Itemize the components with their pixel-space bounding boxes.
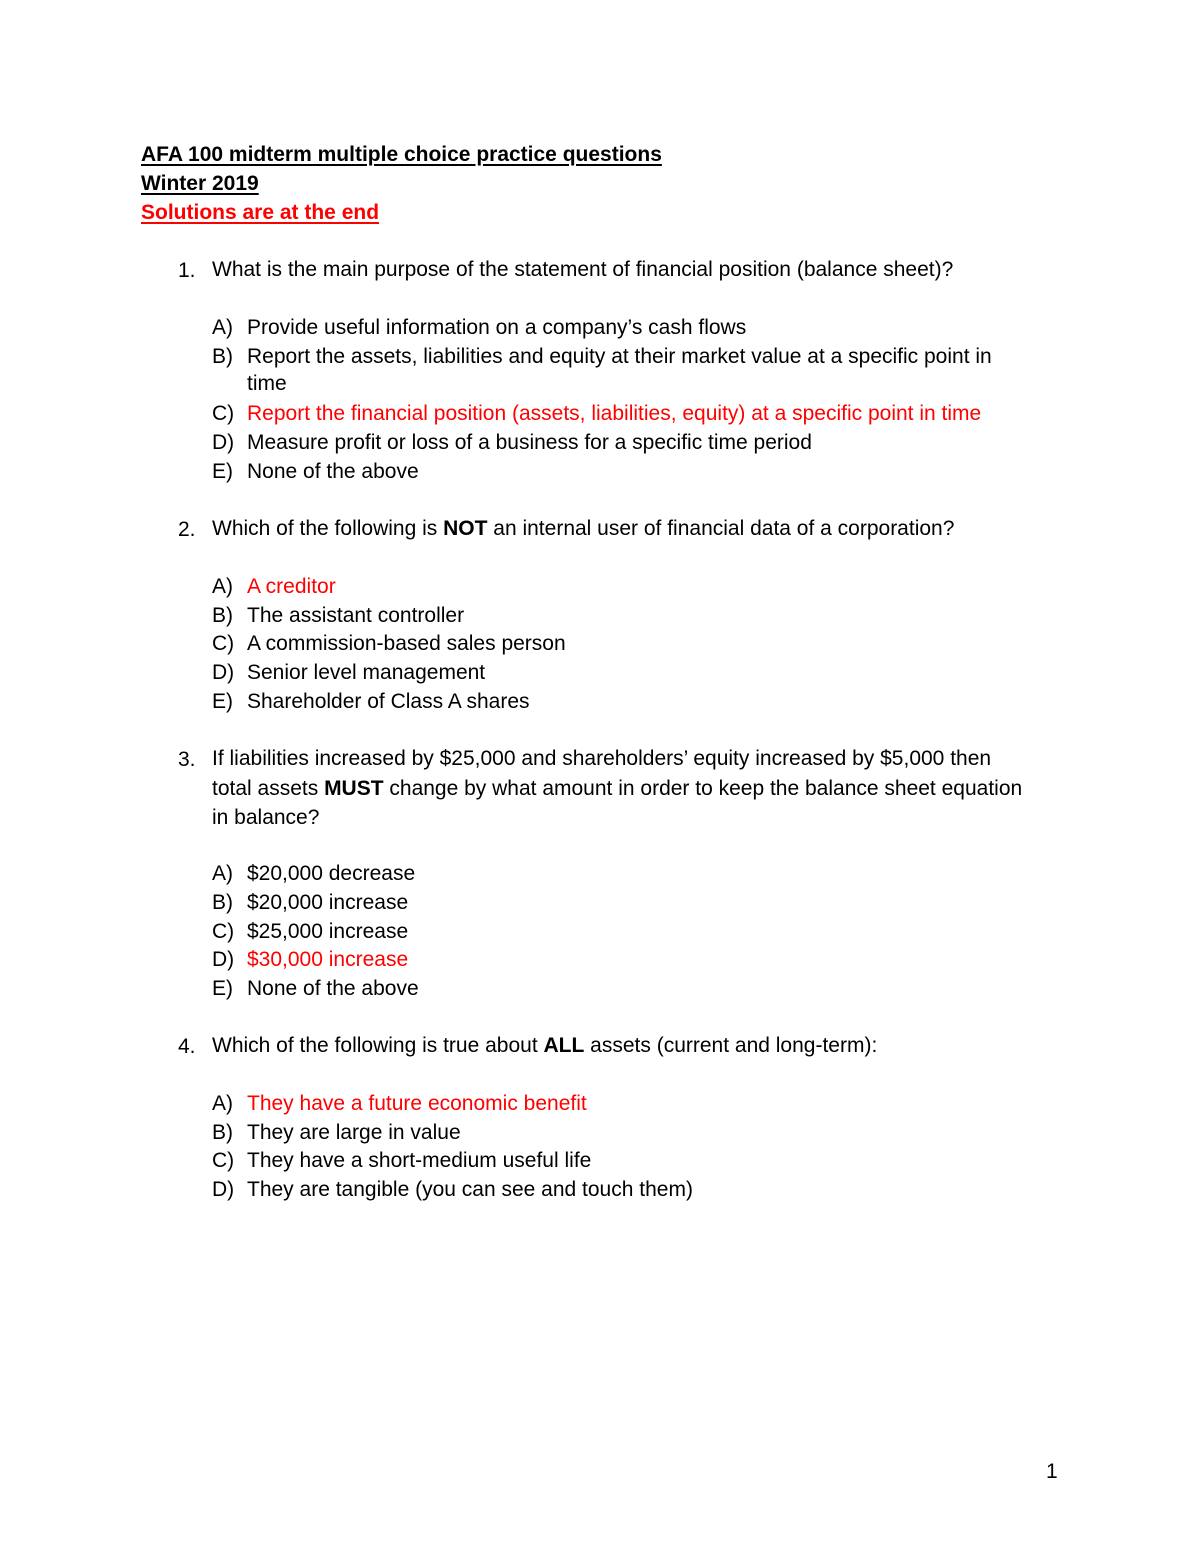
option-text: $30,000 increase (247, 948, 409, 971)
question-text (212, 255, 953, 285)
option-e (212, 460, 419, 484)
option-b (212, 345, 992, 369)
option-text: They have a future economic benefit (247, 1092, 587, 1115)
option-b (212, 1121, 461, 1145)
option-text: Report the assets, liabilities and equity at their market value at a specific point in (247, 345, 992, 368)
option-text: They are large in value (247, 1121, 461, 1144)
question-line: Which of the following is true about ALL assets (current and long-term): (212, 1034, 878, 1057)
option-letter: E) (212, 460, 233, 483)
option-letter: C) (212, 920, 235, 943)
question-number: 2. (178, 518, 196, 541)
option-text: Shareholder of Class A shares (247, 690, 530, 713)
option-letter: A) (212, 316, 233, 339)
page-number: 1 (1046, 1460, 1058, 1483)
option-letter: B) (212, 604, 233, 627)
option-text: $20,000 increase (247, 891, 409, 914)
option-c (212, 632, 566, 656)
option-letter: D) (212, 661, 235, 684)
option-d-correct (212, 948, 408, 972)
option-letter: A) (212, 1092, 233, 1115)
question-number: 1. (178, 259, 196, 282)
option-a (212, 316, 746, 340)
question-line: total assets MUST change by what amount in order to keep the balance sheet equation (212, 776, 1023, 800)
option-c (212, 1149, 591, 1173)
option-a-correct (212, 1092, 587, 1116)
option-letter: D) (212, 431, 235, 454)
document-title: AFA 100 midterm multiple choice practice questions (141, 143, 662, 166)
option-text: The assistant controller (247, 604, 465, 627)
option-text: $25,000 increase (247, 920, 409, 943)
option-letter: B) (212, 345, 233, 368)
question-text (212, 744, 1022, 833)
option-b (212, 891, 408, 915)
option-letter: D) (212, 1178, 235, 1201)
option-letter: A) (212, 862, 233, 885)
option-a-correct (212, 575, 336, 599)
option-text: $20,000 decrease (247, 862, 416, 885)
option-text: A creditor (247, 575, 336, 598)
question-line: If liabilities increased by $25,000 and shareholders’ equity increased by $5,000 then (212, 747, 992, 770)
option-e (212, 690, 530, 714)
question-number: 3. (178, 748, 196, 771)
option-a (212, 862, 415, 886)
question-text (212, 1031, 877, 1061)
option-text: Senior level management (247, 661, 486, 684)
option-text: None of the above (247, 460, 419, 483)
question-number: 4. (178, 1035, 196, 1058)
option-letter: C) (212, 632, 235, 655)
option-letter: B) (212, 891, 233, 914)
solutions-note: Solutions are at the end (141, 201, 380, 224)
question-text (212, 514, 954, 544)
option-text: A commission-based sales person (247, 632, 566, 655)
option-b-continued: time (247, 372, 287, 395)
option-c (212, 920, 408, 944)
option-letter: E) (212, 690, 233, 713)
option-letter: B) (212, 1121, 233, 1144)
option-d (212, 431, 812, 455)
option-text: They have a short-medium useful life (247, 1149, 592, 1172)
option-d (212, 661, 485, 685)
option-text: Provide useful information on a company’s cash flows (247, 316, 747, 339)
option-b (212, 604, 464, 628)
option-e (212, 977, 419, 1001)
option-letter: D) (212, 948, 235, 971)
option-letter: A) (212, 575, 233, 598)
option-letter: C) (212, 402, 235, 425)
option-c-correct (212, 402, 981, 426)
option-text: Measure profit or loss of a business for a specific time period (247, 431, 812, 454)
option-text: They are tangible (you can see and touch them) (247, 1178, 693, 1201)
option-text: Report the financial position (assets, liabilities, equity) at a specific point in time (247, 402, 982, 425)
question-line: in balance? (212, 806, 320, 829)
option-letter: E) (212, 977, 233, 1000)
option-d (212, 1178, 693, 1202)
option-letter: C) (212, 1149, 235, 1172)
question-line: Which of the following is NOT an internal user of financial data of a corporation? (212, 517, 955, 540)
question-line: What is the main purpose of the statement of financial position (balance sheet)? (212, 258, 954, 281)
document-term: Winter 2019 (141, 172, 259, 195)
option-text: None of the above (247, 977, 419, 1000)
